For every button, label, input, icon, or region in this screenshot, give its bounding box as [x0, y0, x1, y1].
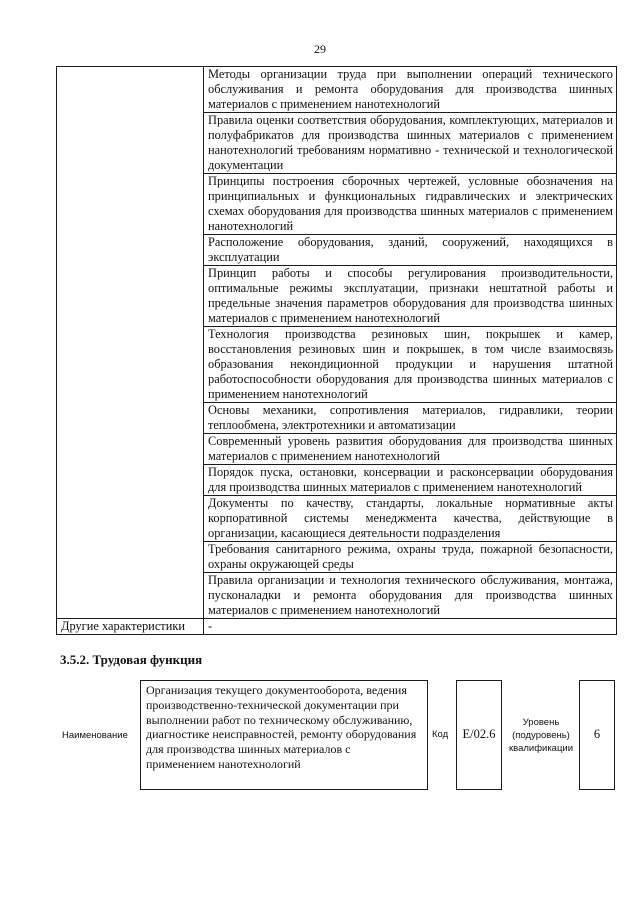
table-row — [57, 67, 617, 113]
requirement-item: Основы механики, сопротивления материалов, гидравлики, теории теплообмена, электротехники и автоматизации — [204, 403, 617, 434]
function-name-box: Организация текущего документооборота, ведения производственно-технической документации при выполнении работ по техническому обслуживанию, диагностике неисправностей, ремонту оборудования для производства шинных материалов с применением нанотехнологий — [140, 680, 428, 790]
requirement-item: Правила организации и технология технического обслуживания, монтажа, пусконаладки и ремонта оборудования для производства шинных материалов с применением нанотехнологий — [204, 573, 617, 619]
knowledge-requirements-table — [56, 66, 617, 635]
requirement-item: Правила оценки соответствия оборудования, комплектующих, материалов и полуфабрикатов для производства шинных материалов с применением нанотехнологий требованиям нормативно - технической и технологической документации — [204, 113, 617, 174]
name-label: Наименование — [62, 730, 128, 741]
page-number: 29 — [314, 42, 326, 56]
level-label-line: квалификации — [508, 743, 574, 754]
level-value-box: 6 — [579, 680, 615, 790]
requirement-item: Принципы построения сборочных чертежей, условные обозначения на принципиальных и функциональных гидравлических и электрических схемах оборудования для производства шинных материалов с применением нанотехнологий — [204, 174, 617, 235]
requirement-item: Методы организации труда при выполнении операций технического обслуживания и ремонта оборудования для производства шинных материалов с применением нанотехнологий — [204, 67, 617, 113]
other-characteristics-label: Другие характеристики — [57, 619, 204, 635]
requirement-item: Документы по качеству, стандарты, локальные нормативные акты корпоративной системы менеджмента качества, действующие в организации, касающиеся деятельности подразделения — [204, 496, 617, 542]
table-row — [57, 619, 617, 635]
requirement-item: Технология производства резиновых шин, покрышек и камер, восстановления резиновых шин и покрышек, в том числе взаимосвязь образования некондиционной продукции и нарушения штатной работоспособности оборудования для производства шинных материалов с применением нанотехнологий — [204, 327, 617, 403]
level-label-line: (подуровень) — [512, 730, 570, 741]
requirement-item: Требования санитарного режима, охраны труда, пожарной безопасности, охраны окружающей среды — [204, 542, 617, 573]
level-label-line: Уровень — [522, 717, 560, 728]
requirement-item: Порядок пуска, остановки, консервации и расконсервации оборудования для производства шинных материалов с применением нанотехнологий — [204, 465, 617, 496]
qualification-level-label — [507, 716, 575, 755]
requirement-item: Современный уровень развития оборудования для производства шинных материалов с применением нанотехнологий — [204, 434, 617, 465]
requirement-item: Принцип работы и способы регулирования производительности, оптимальные режимы эксплуатации, признаки нештатной работы и предельные значения параметров оборудования для производства шинных материалов с применением нанотехнологий — [204, 266, 617, 327]
section-heading: 3.5.2. Трудовая функция — [60, 652, 203, 667]
code-label: Код — [432, 729, 449, 740]
knowledge-label-cell — [57, 67, 204, 619]
other-characteristics-value: - — [204, 619, 617, 635]
requirement-item: Расположение оборудования, зданий, сооружений, находящихся в эксплуатации — [204, 235, 617, 266]
code-value-box: E/02.6 — [456, 680, 502, 790]
